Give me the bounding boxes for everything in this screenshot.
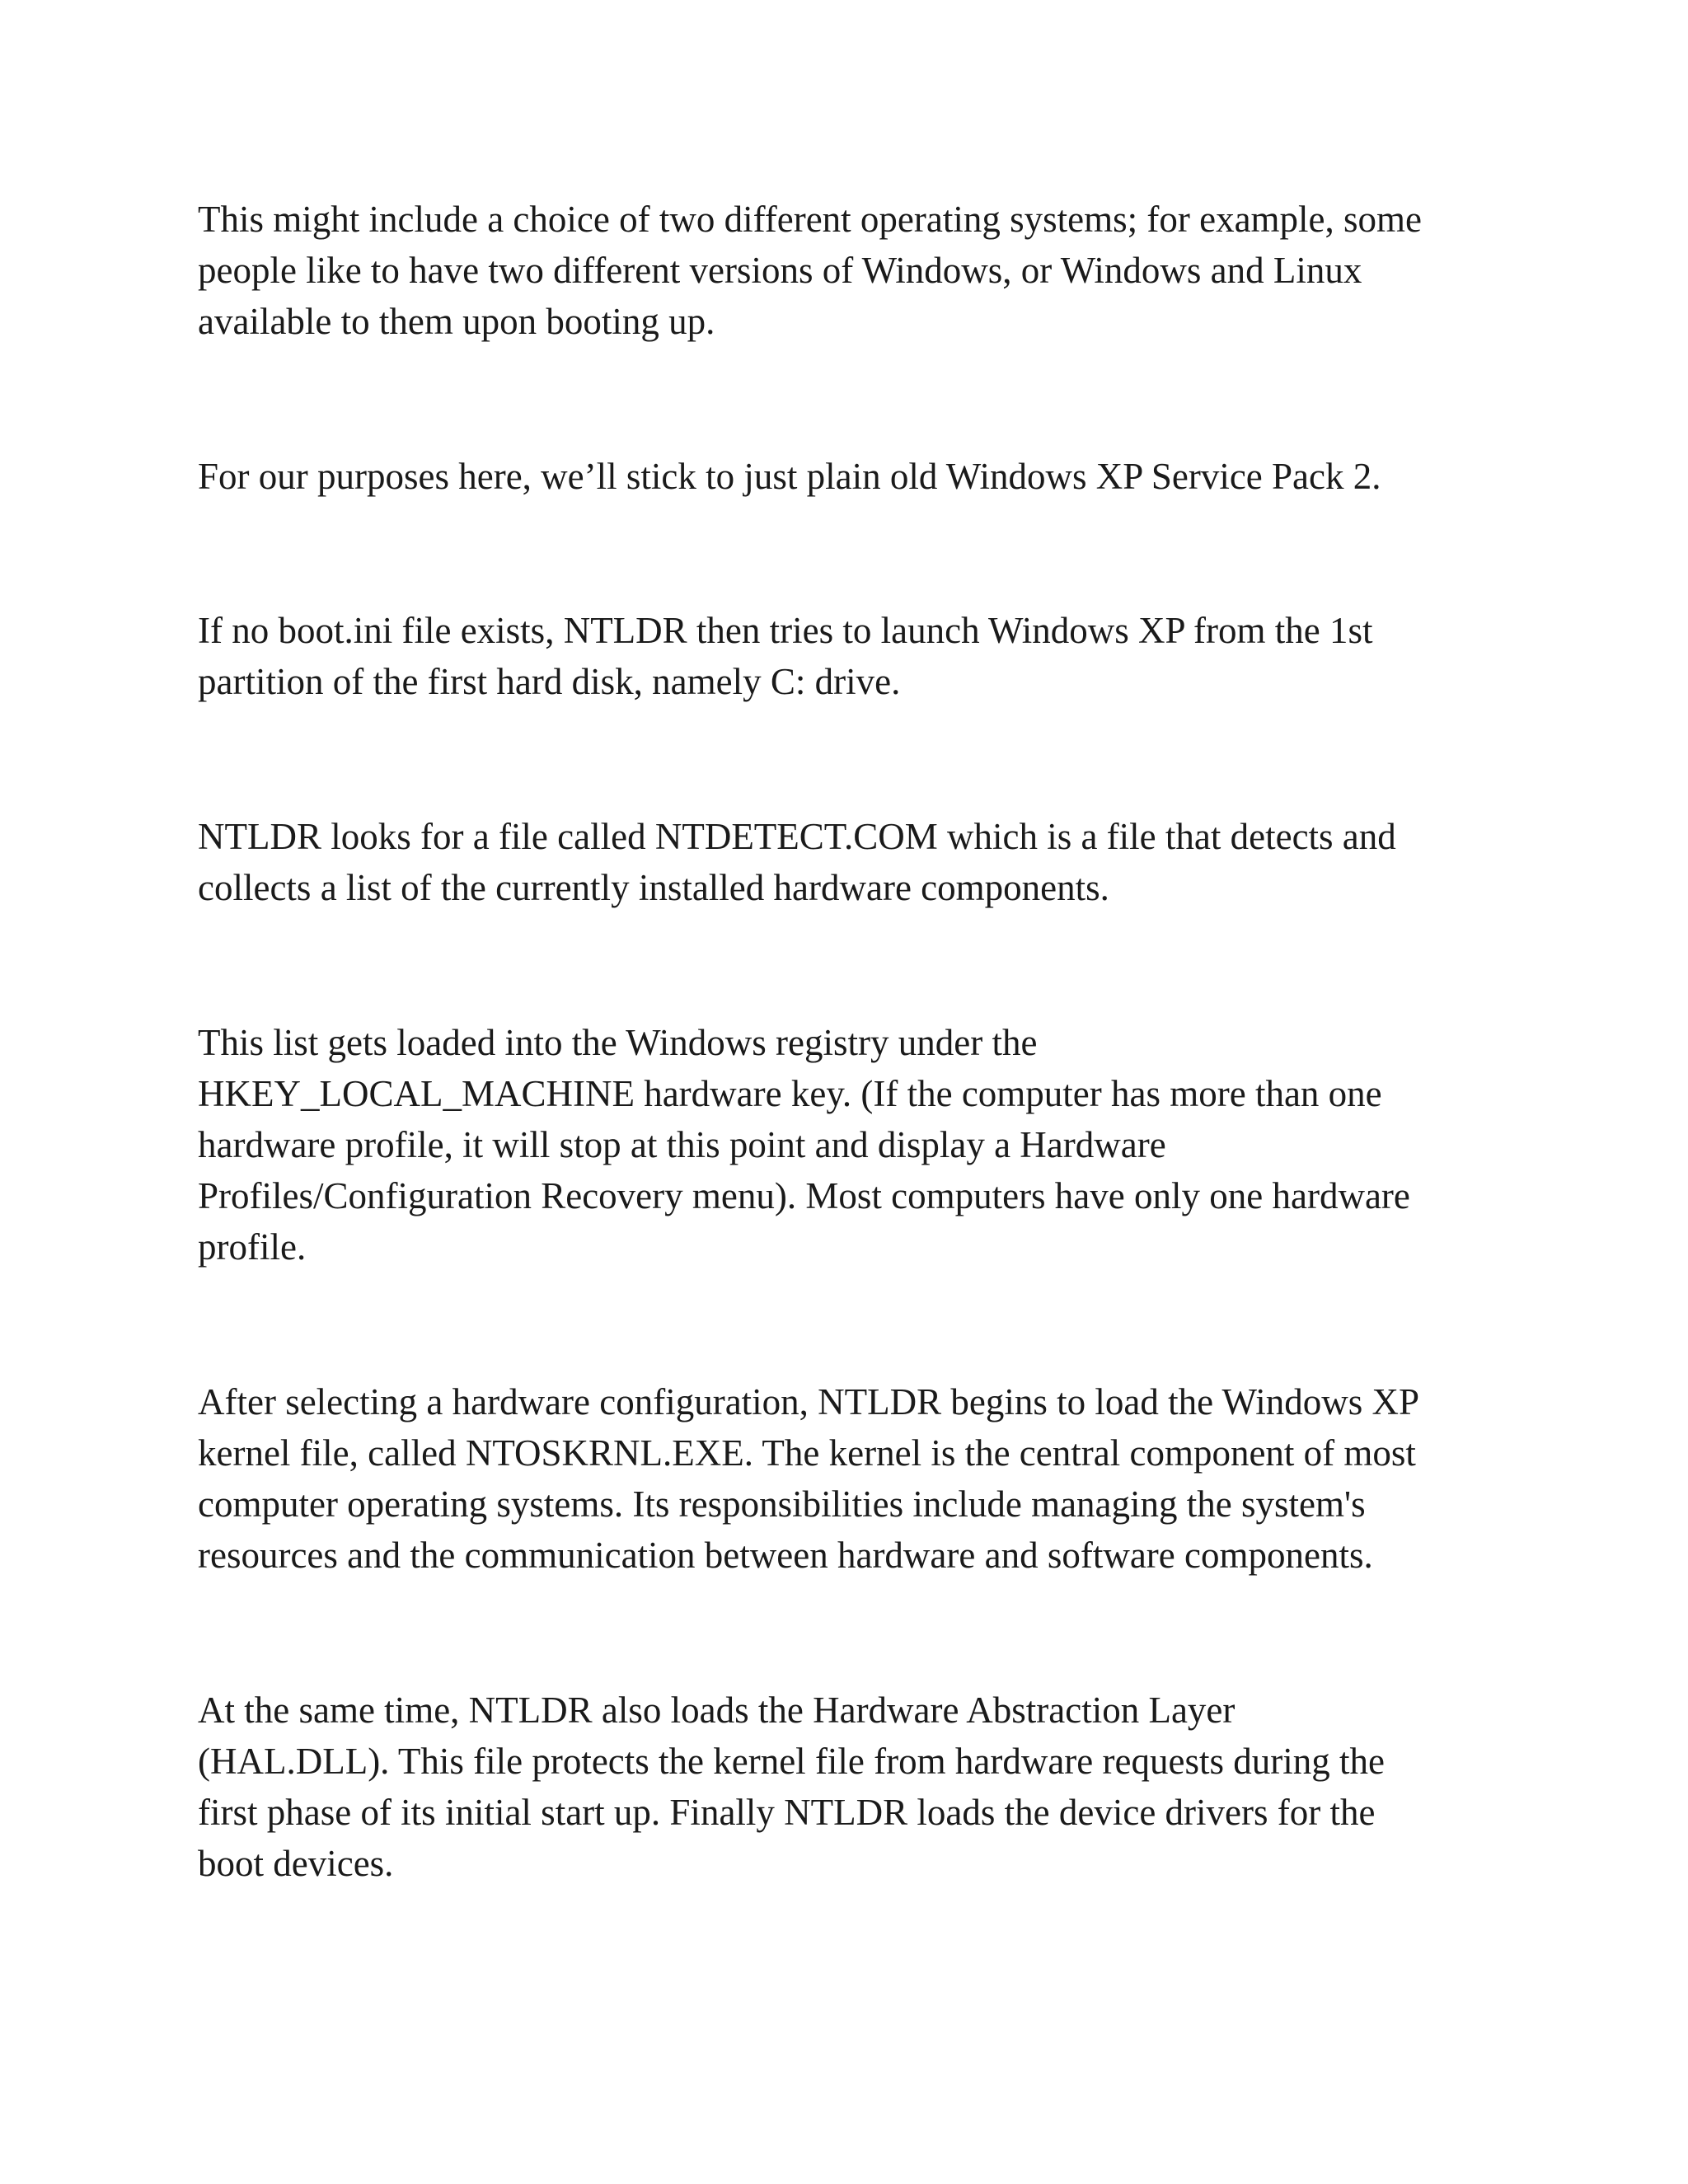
paragraph-kernel-load xyxy=(198,1376,1500,1581)
text-line: hardware profile, it will stop at this point and display a Hardware xyxy=(198,1124,1166,1165)
text-line: boot devices. xyxy=(198,1843,394,1884)
paragraph-boot-ini xyxy=(198,605,1500,707)
paragraph-registry-hardware-profile xyxy=(198,1017,1500,1272)
text-line: partition of the first hard disk, namely C: drive. xyxy=(198,661,901,702)
paragraph-ntdetect xyxy=(198,811,1500,913)
text-line: collects a list of the currently installed hardware components. xyxy=(198,867,1109,908)
text-line: profile. xyxy=(198,1226,307,1268)
text-line: computer operating systems. Its responsibilities include managing the system's xyxy=(198,1483,1366,1525)
text-line: HKEY_LOCAL_MACHINE hardware key. (If the computer has more than one xyxy=(198,1073,1382,1114)
text-line: After selecting a hardware configuration, NTLDR begins to load the Windows XP xyxy=(198,1381,1419,1422)
text-line: This list gets loaded into the Windows registry under the xyxy=(198,1022,1038,1063)
text-line: (HAL.DLL). This file protects the kernel file from hardware requests during the xyxy=(198,1741,1385,1782)
paragraph-windows-xp-sp2 xyxy=(198,451,1500,502)
text-line: first phase of its initial start up. Finally NTLDR loads the device drivers for the xyxy=(198,1792,1376,1833)
paragraph-multiboot-choice xyxy=(198,194,1500,347)
text-line: resources and the communication between hardware and software components. xyxy=(198,1535,1373,1576)
text-line: At the same time, NTLDR also loads the Hardware Abstraction Layer xyxy=(198,1690,1236,1731)
text-line: available to them upon booting up. xyxy=(198,301,715,342)
paragraph-hal-dll xyxy=(198,1685,1500,1889)
text-line: people like to have two different versions of Windows, or Windows and Linux xyxy=(198,250,1362,291)
text-line: Profiles/Configuration Recovery menu). Most computers have only one hardware xyxy=(198,1175,1410,1216)
text-line: This might include a choice of two different operating systems; for example, some xyxy=(198,199,1423,240)
text-line: If no boot.ini file exists, NTLDR then tries to launch Windows XP from the 1st xyxy=(198,610,1373,651)
text-line: kernel file, called NTOSKRNL.EXE. The kernel is the central component of most xyxy=(198,1432,1416,1474)
text-line: NTLDR looks for a file called NTDETECT.COM which is a file that detects and xyxy=(198,816,1396,857)
text-line: For our purposes here, we’ll stick to just plain old Windows XP Service Pack 2. xyxy=(198,456,1381,497)
